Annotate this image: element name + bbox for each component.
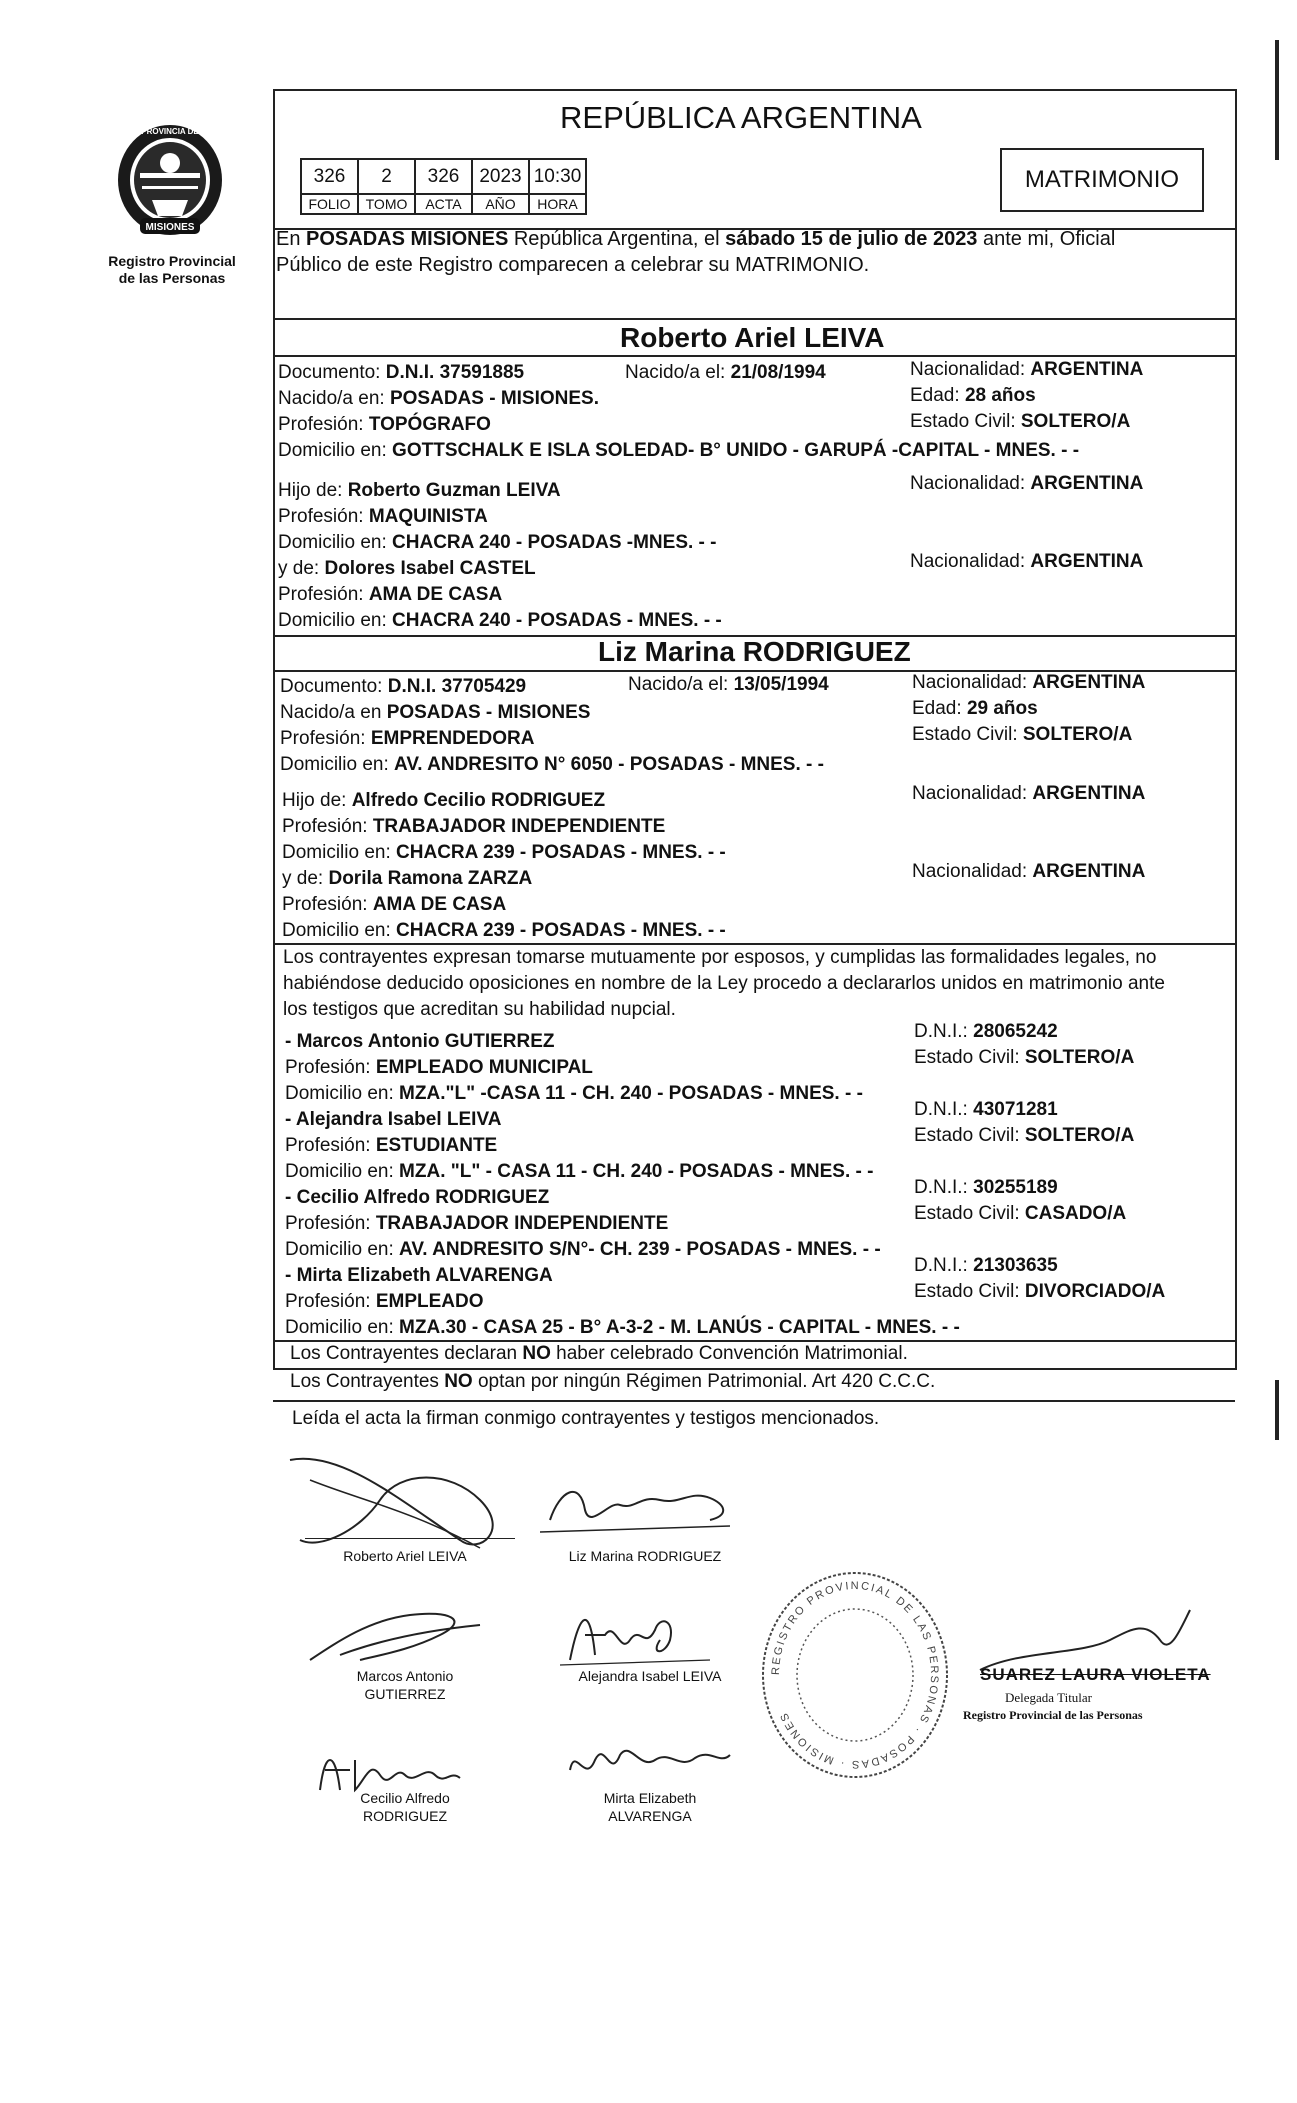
groom-father-profession: MAQUINISTA	[368, 506, 488, 527]
witness-address: AV. ANDRESITO S/N°- CH. 239 - POSADAS - MNES. - -	[399, 1239, 881, 1260]
witness-profession: TRABAJADOR INDEPENDIENTE	[375, 1213, 669, 1234]
declaration-line1: Los contrayentes expresan tomarse mutuamente por esposos, y cumplidas las formalidades legales, no	[283, 947, 1157, 968]
witness4-signature-name-a: Mirta Elizabeth	[603, 1790, 697, 1806]
groom-mother-profession: AMA DE CASA	[368, 584, 503, 605]
witness-civil-status: DIVORCIADO/A	[1024, 1281, 1166, 1302]
groom-dni: D.N.I. 37591885	[385, 362, 525, 383]
groom-father-nationality: ARGENTINA	[1030, 473, 1144, 494]
act-type-box	[1000, 148, 1204, 212]
witness2-signature	[560, 1600, 720, 1670]
groom-profession: TOPÓGRAFO	[368, 414, 491, 435]
groom-name: Roberto Ariel LEIVA	[620, 322, 885, 353]
witness-civil-status: CASADO/A	[1024, 1203, 1127, 1224]
witness-civil-status: SOLTERO/A	[1024, 1125, 1135, 1146]
groom-nationality: ARGENTINA	[1030, 359, 1144, 380]
groom-birthdate: 21/08/1994	[730, 362, 826, 383]
witness1-signature-name-a: Marcos Antonio	[356, 1668, 454, 1684]
witness3-signature-name-b: RODRIGUEZ	[363, 1808, 447, 1824]
logo-text-bottom: MISIONES	[145, 222, 195, 233]
witness-dni: 21303635	[973, 1255, 1058, 1276]
bride-signature-name: Liz Marina RODRIGUEZ	[568, 1548, 722, 1564]
groom-signature-name: Roberto Ariel LEIVA	[343, 1548, 467, 1564]
witness-dni: 43071281	[973, 1099, 1058, 1120]
registry-seal	[755, 1565, 955, 1785]
folio-value: 326	[301, 159, 358, 194]
groom-mother-nationality: ARGENTINA	[1030, 551, 1144, 572]
officer-role: Delegada Titular	[1005, 1690, 1093, 1705]
bride-name: Liz Marina RODRIGUEZ	[598, 636, 911, 667]
officer-name: SUAREZ LAURA VIOLETA	[980, 1665, 1211, 1684]
groom-father-address: CHACRA 240 - POSADAS -MNES. - -	[392, 532, 717, 553]
groom-mother: Dolores Isabel CASTEL	[324, 558, 536, 579]
province-logo	[100, 118, 240, 253]
declaration-line2: habiéndose deducido oposiciones en nombre de la Ley procedo a declararlos unidos en matrimonio ante	[283, 973, 1165, 994]
witness2-signature-name: Alejandra Isabel LEIVA	[578, 1668, 722, 1684]
witness-dni: 30255189	[973, 1177, 1058, 1198]
act-type: MATRIMONIO	[1024, 166, 1180, 193]
witness4-signature-name-b: ALVARENGA	[608, 1808, 692, 1824]
hora-label: HORA	[529, 194, 586, 214]
hora-value: 10:30	[529, 159, 586, 194]
intro-date: sábado 15 de julio de 2023	[725, 228, 978, 250]
convention-line2: Los Contrayentes NO optan por ningún Régimen Patrimonial. Art 420 C.C.C.	[290, 1371, 936, 1392]
bride-father-nationality: ARGENTINA	[1032, 783, 1146, 804]
bride-address: AV. ANDRESITO N° 6050 - POSADAS - MNES. - -	[394, 754, 824, 775]
groom-age: 28 años	[964, 385, 1036, 406]
intro-place: POSADAS MISIONES	[306, 228, 509, 250]
bride-profession: EMPRENDEDORA	[370, 728, 535, 749]
registry-name-line2: de las Personas	[118, 270, 226, 286]
bride-signature	[540, 1470, 740, 1540]
witness-profession: EMPLEADO	[375, 1291, 484, 1312]
groom-mother-address: CHACRA 240 - POSADAS - MNES. - -	[392, 610, 722, 631]
bride-age: 29 años	[966, 698, 1038, 719]
witness-address: MZA. "L" - CASA 11 - CH. 240 - POSADAS - MNES. - -	[399, 1161, 874, 1182]
witness4-signature	[560, 1730, 740, 1790]
witness-dni: 28065242	[973, 1021, 1058, 1042]
bride-father-profession: TRABAJADOR INDEPENDIENTE	[372, 816, 666, 837]
witness-name: - Marcos Antonio GUTIERREZ	[285, 1031, 555, 1052]
witness1-signature	[300, 1600, 500, 1670]
bride-mother-address: CHACRA 239 - POSADAS - MNES. - -	[396, 920, 726, 941]
anio-label: AÑO	[472, 194, 529, 214]
witness-name: - Alejandra Isabel LEIVA	[285, 1109, 502, 1130]
registry-name-line1: Registro Provincial	[108, 253, 236, 269]
bride-mother-nationality: ARGENTINA	[1032, 861, 1146, 882]
anio-value: 2023	[472, 159, 529, 194]
bride-mother-profession: AMA DE CASA	[372, 894, 507, 915]
bride-birthplace: POSADAS - MISIONES	[386, 702, 591, 723]
witness-name: - Cecilio Alfredo RODRIGUEZ	[285, 1187, 550, 1208]
bride-birthdate: 13/05/1994	[733, 674, 829, 695]
witness-address: MZA.30 - CASA 25 - B° A-3-2 - M. LANÚS - CAPITAL - MNES. - -	[399, 1317, 960, 1338]
reference-table	[300, 158, 587, 215]
bride-dni: D.N.I. 37705429	[387, 676, 527, 697]
witness-address: MZA."L" -CASA 11 - CH. 240 - POSADAS - MNES. - -	[399, 1083, 863, 1104]
intro-line2: Público de este Registro comparecen a celebrar su MATRIMONIO.	[276, 254, 870, 276]
convention-line1: Los Contrayentes declaran NO haber celebrado Convención Matrimonial.	[290, 1343, 908, 1364]
country-title: REPÚBLICA ARGENTINA	[560, 100, 922, 135]
witness-name: - Mirta Elizabeth ALVARENGA	[285, 1265, 553, 1286]
closing-statement: Leída el acta la firman conmigo contrayentes y testigos mencionados.	[292, 1408, 880, 1429]
witness-profession: EMPLEADO MUNICIPAL	[375, 1057, 593, 1078]
groom-address: GOTTSCHALK E ISLA SOLEDAD- B° UNIDO - GARUPÁ -CAPITAL - MNES. - -	[392, 440, 1080, 461]
officer-org: Registro Provincial de las Personas	[963, 1708, 1143, 1722]
svg-text:REGISTRO PROVINCIAL DE LAS PER: REGISTRO PROVINCIAL DE LAS PERSONAS · POSADAS · MISIONES	[769, 1579, 941, 1771]
declaration-line3: los testigos que acreditan su habilidad nupcial.	[283, 999, 676, 1020]
intro-line1: En POSADAS MISIONES República Argentina, el sábado 15 de julio de 2023 ante mi, Oficial	[276, 228, 1116, 250]
witness-civil-status: SOLTERO/A	[1024, 1047, 1135, 1068]
folio-label: FOLIO	[301, 194, 358, 214]
bride-mother: Dorila Ramona ZARZA	[328, 868, 533, 889]
bride-civil-status: SOLTERO/A	[1022, 724, 1133, 745]
witness1-signature-name-b: GUTIERREZ	[364, 1686, 446, 1702]
groom-birthplace: POSADAS - MISIONES.	[389, 388, 599, 409]
groom-signature	[280, 1440, 520, 1560]
bride-nationality: ARGENTINA	[1032, 672, 1146, 693]
bride-father-address: CHACRA 239 - POSADAS - MNES. - -	[396, 842, 726, 863]
witness3-signature-name-a: Cecilio Alfredo	[360, 1790, 450, 1806]
witness-profession: ESTUDIANTE	[375, 1135, 498, 1156]
logo-text-top: PROVINCIA DE	[141, 127, 199, 136]
groom-father: Roberto Guzman LEIVA	[347, 480, 561, 501]
groom-civil-status: SOLTERO/A	[1020, 411, 1131, 432]
acta-value: 326	[415, 159, 472, 194]
tomo-label: TOMO	[358, 194, 415, 214]
acta-label: ACTA	[415, 194, 472, 214]
bride-father: Alfredo Cecilio RODRIGUEZ	[351, 790, 606, 811]
tomo-value: 2	[358, 159, 415, 194]
